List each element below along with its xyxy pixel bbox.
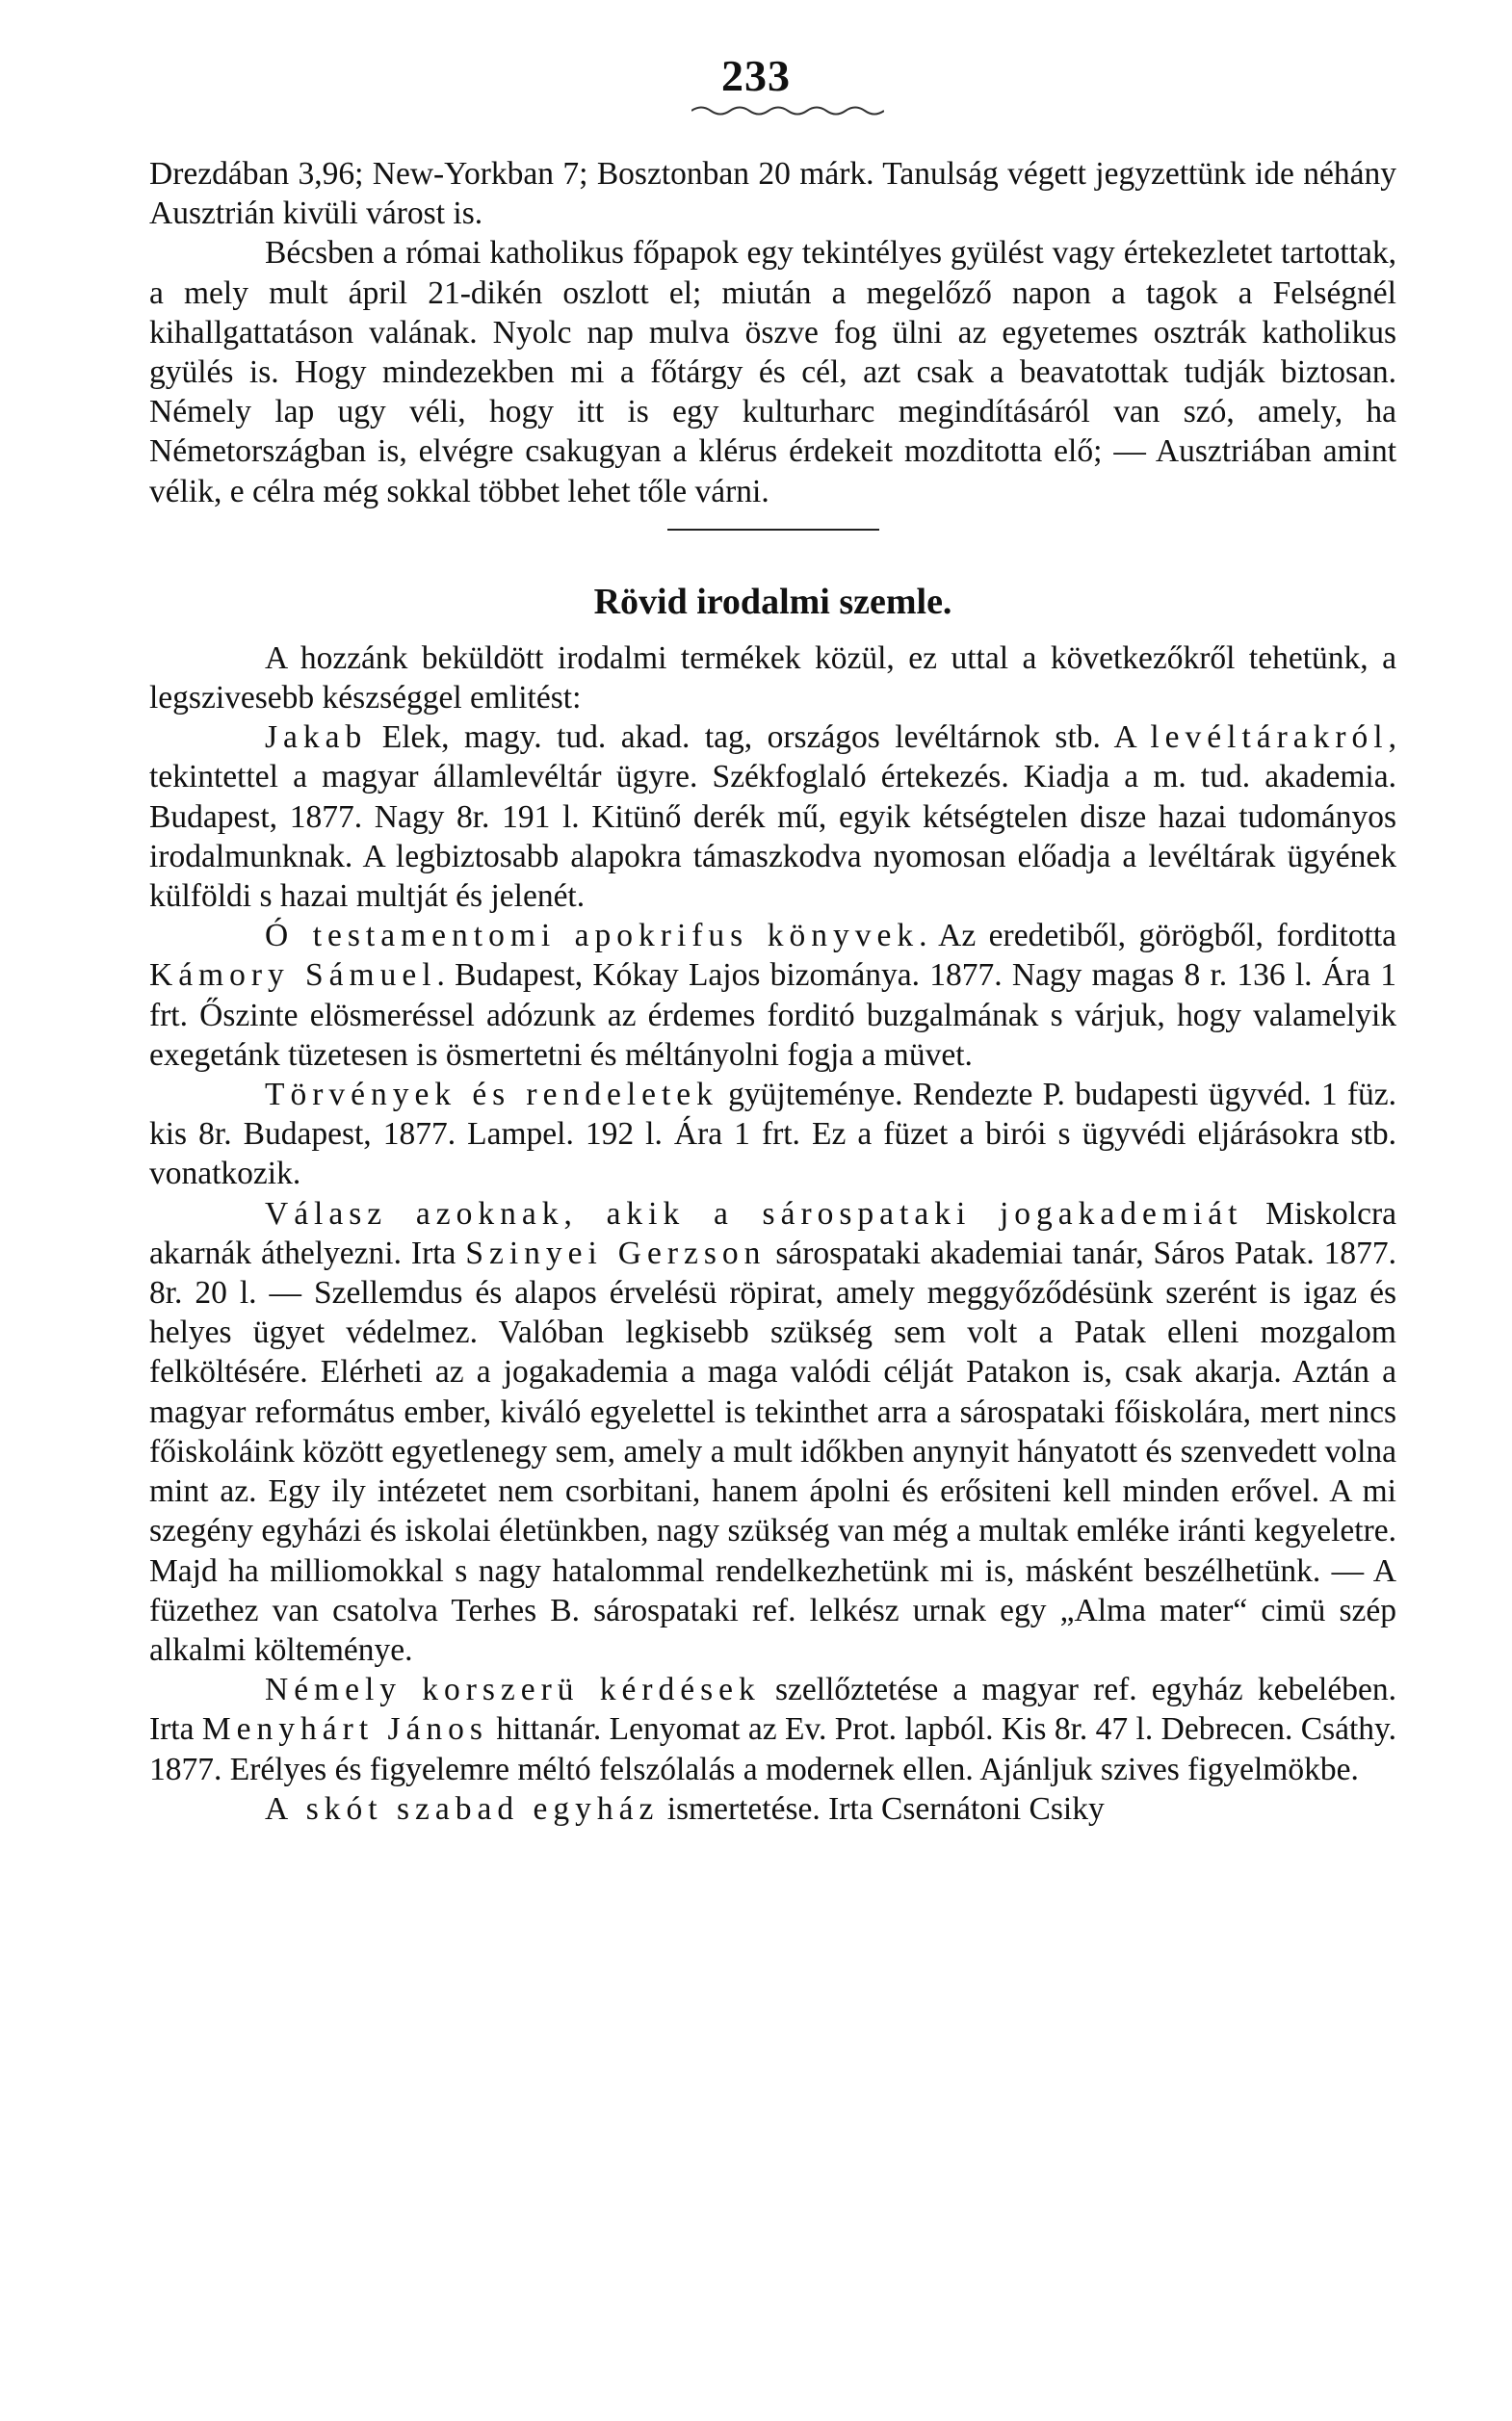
page-number: 233 xyxy=(721,51,791,100)
entry-text: hittanár. Lenyomat az Ev. Prot. lapból. Kis 8r. 47 l. Debrecen. Csáthy. 1877. Erélyes és figyelemre méltó felszólalás a modernek ellen. Ajánljuk szives figyelmökbe. xyxy=(149,1711,1396,1787)
entry-title: Némely korszerü kérdések xyxy=(265,1672,761,1708)
review-entry xyxy=(149,1194,1396,1670)
entry-text: szellőztetése a magyar ref. egyház kebelében. Irta xyxy=(149,1672,1396,1748)
review-entry xyxy=(149,717,1396,916)
entry-text: . Budapest, Kókay Lajos bizománya. 1877. Nagy magas 8 r. 136 l. Ára 1 frt. Őszinte elösmeréssel adózunk az érdemes forditó buzgalmának s várjuk, hogy valamelyik exegetánk tüzetesen is ösmertetni és méltányolni fogja a müvet. xyxy=(149,957,1396,1073)
entry-text: Elek, magy. tud. akad. tag, országos levéltárnok stb. A xyxy=(367,719,1151,756)
page-number-ornament xyxy=(691,104,884,117)
review-entry xyxy=(149,1789,1396,1829)
entry-title: Ó testamentomi apokrifus könyvek xyxy=(265,918,920,954)
entry-title: Törvények és rendeletek xyxy=(265,1077,718,1113)
entry-text: , tekintettel a magyar államlevéltár ügyre. Székfoglaló értekezés. Kiadja a m. tud. akademia. Budapest, 1877. Nagy 8r. 191 l. Kitünő derék mű, egyik kétségtelen disze hazai tudományos irodalmunknak. A legbiztosabb alapokra támaszkodva nyomosan előadja a levéltárak ügyének külföldi s hazai multját és jelenét. xyxy=(149,719,1396,915)
review-entry xyxy=(149,1670,1396,1789)
paragraph-dresden: Drezdában 3,96; New-Yorkban 7; Bosztonban 20 márk. Tanulság végett jegyzettünk ide néhány Ausztrián kivüli várost is. xyxy=(149,156,1396,232)
entry-author: Jakab xyxy=(265,719,368,756)
review-entry xyxy=(149,916,1396,1075)
section-divider xyxy=(667,529,879,531)
section-heading: Rövid irodalmi szemle. xyxy=(593,581,952,622)
entry-author: Kámory Sámuel xyxy=(149,957,437,994)
entry-text: ismertetése. Irta Csernátoni Csiky xyxy=(659,1790,1105,1827)
page-body xyxy=(149,154,1396,1829)
entry-author: Menyhárt János xyxy=(201,1711,488,1748)
review-intro: A hozzánk beküldött irodalmi termékek közül, ez uttal a következőkről tehetünk, a legszivesebb készséggel emlitést: xyxy=(149,639,1396,716)
entry-author: Szinyei Gerzson xyxy=(465,1235,767,1271)
entry-text: gyüjteménye. Rendezte P. budapesti ügyvéd. 1 füz. kis 8r. Budapest, 1877. Lampel. 192 l. Ára 1 frt. Ez a füzet a birói s ügyvédi eljárásokra stb. vonatkozik. xyxy=(149,1077,1397,1192)
entry-title: Válasz azoknak, akik a sárospataki jogakademiát xyxy=(265,1195,1243,1232)
entry-text: . Az eredetiből, görögből, forditotta xyxy=(919,918,1396,954)
entry-title: levéltárakról xyxy=(1150,719,1389,756)
entry-text: sárospataki akademiai tanár, Sáros Patak. 1877. 8r. 20 l. — Szellemdus és alapos érvelésü röpirat, amely meggyőződésünk szerént is igaz és helyes ügyet védelmez. Valóban legkisebb szükség sem volt a Patak elleni mozgalom felköltésére. Elérheti az a jogakademia a maga valódi célját Patakon is, csak akarja. Aztán a magyar református ember, kiváló egyelettel is tekinthet arra a sárospataki főiskolára, mert nincs főiskoláink között egyetlenegy sem, amely a mult időkben anynyit hányatott és szenvedett volna mint az. Egy ily intézetet nem csorbitani, hanem ápolni és erősiteni kell minden erővel. A mi szegény egyházi és iskolai életünkben, nagy szükség van még a multak emléke iránti kegyeletre. Majd ha milliomokkal s nagy hatalommal rendelkezhetünk mi is, másként beszélhetünk. — A füzethez van csatolva Terhes B. sárospataki ref. lelkész urnak egy „Alma mater“ cimü szép alkalmi költeménye. xyxy=(149,1235,1397,1668)
paragraph-vienna: Bécsben a római katholikus főpapok egy tekintélyes gyülést vagy értekezletet tartottak, a mely mult ápril 21-dikén oszlott el; miután a megelőző napon a tagok a Felségnél kihallgattatáson valának. Nyolc nap mulva öszve fog ülni az egyetemes osztrák katholikus gyülés is. Hogy mindezekben mi a főtárgy és cél, azt csak a beavatottak tudják biztosan. Némely lap ugy véli, hogy itt is egy kulturharc megindításáról van szó, amely, ha Németországban is, elvégre csakugyan a klérus érdekeit mozditotta elő; — Ausztriában amint vélik, e célra még sokkal többet lehet tőle várni. xyxy=(149,235,1396,509)
entry-text: Miskolcra akarnák áthelyezni. Irta xyxy=(149,1195,1396,1271)
entry-title: A skót szabad egyház xyxy=(265,1790,660,1827)
review-entry xyxy=(149,1075,1396,1194)
